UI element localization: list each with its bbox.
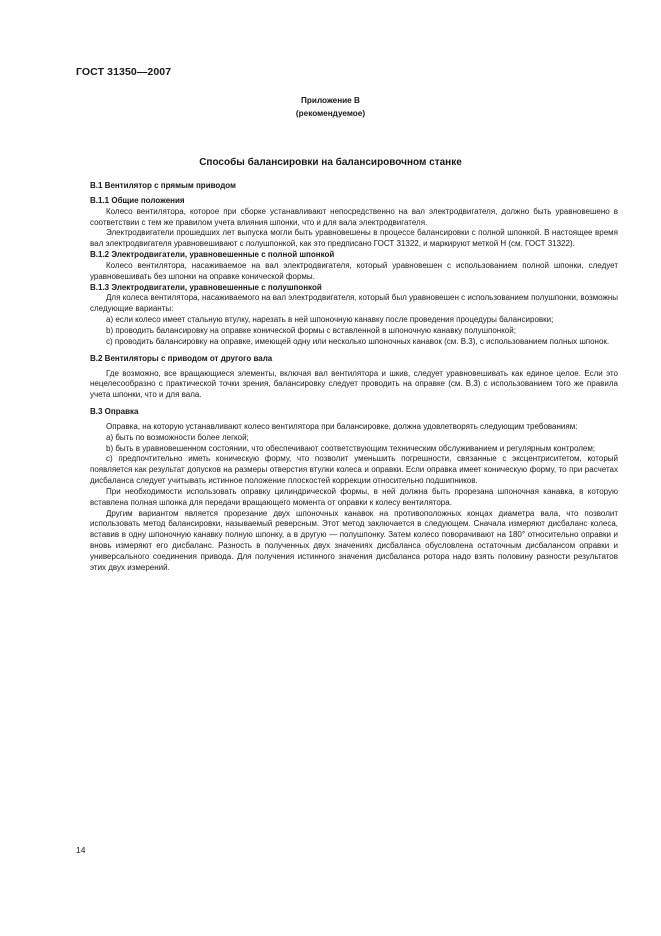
paragraph: Где возможно, все вращающиеся элементы, включая вал вентилятора и шкив, следует уравновешивать как единое целое. Если это нецелесообразно с практической точки зрения, балансировку следует проводить на оправке (см. В.3) с использованием того же правила учета шпонки, что и для вала. bbox=[90, 368, 618, 400]
standard-code: ГОСТ 31350—2007 bbox=[76, 66, 172, 78]
paragraph: Колесо вентилятора, насаживаемое на вал электродвигателя, который уравновешен с использованием полной шпонки, следует уравновешивать без шпонки на оправке конической формы. bbox=[90, 260, 618, 281]
section-heading-b13: В.1.3 Электродвигатели, уравновешенные с полушпонкой bbox=[90, 282, 322, 292]
list-item: с) предпочтительно иметь коническую форму, что позволит уменьшить погрешности, связанные с эксцентриситетом, который появляется как результат допусков на размеры отверстия втулки колеса и оправки. Если оправка имеет коническую форму, то при расчетах дисбаланса следует учитывать истинное положение плоскостей коррекции относительно подшипников. bbox=[90, 454, 618, 486]
paragraph: При необходимости использовать оправку цилиндрической формы, в ней должна быть прорезана шпоночная канавка, в которую вставлена полная шпонка для передачи вращающего момента от оправки к колесу вентилятора. bbox=[90, 486, 618, 507]
section-heading-b1: В.1 Вентилятор с прямым приводом bbox=[90, 181, 236, 190]
annex-title: Приложение В bbox=[301, 96, 360, 105]
page-number: 14 bbox=[76, 845, 86, 855]
document-body bbox=[90, 181, 618, 574]
section-heading-b3: В.3 Оправка bbox=[90, 407, 139, 417]
paragraph: Для колеса вентилятора, насаживаемого на вал электродвигателя, который был уравновешен с использованием полушпонки, возможны следующие варианты: bbox=[90, 293, 618, 314]
paragraph: Колесо вентилятора, которое при сборке устанавливают непосредственно на вал электродвигателя, должно быть уравновешено в соответствии с тем же правилом учета влияния шпонки, что и для вала электродвигателя. bbox=[90, 206, 618, 227]
list-item: с) проводить балансировку на оправке, имеющей одну или несколько шпоночных канавок (см. В.3), с использованием полных шпонок. bbox=[106, 336, 610, 346]
paragraph: Оправка, на которую устанавливают колесо вентилятора при балансировке, должна удовлетворять следующим требованиям: bbox=[106, 421, 578, 431]
annex-status: (рекомендуемое) bbox=[295, 109, 366, 118]
list-item: а) если колесо имеет стальную втулку, нарезать в ней шпоночную канавку после проведения процедуры балансировки; bbox=[106, 315, 554, 325]
section-heading-b12: В.1.2 Электродвигатели, уравновешенные с полной шпонкой bbox=[90, 250, 335, 260]
list-item: b) проводить балансировку на оправке конической формы с вставленной в шпоночную канавку полушпонкой; bbox=[106, 325, 516, 335]
paragraph: Электродвигатели прошедших лет выпуска могли быть уравновешены в процессе балансировки с полной шпонкой. В настоящее время вал электродвигателя уравновешивают с полушпонкой, как это предписано ГОСТ 31322, и маркируют меткой Н (см. ГОСТ 31322). bbox=[90, 228, 618, 249]
section-heading-b11: В.1.1 Общие положения bbox=[90, 195, 185, 205]
main-heading: Способы балансировки на балансировочном станке bbox=[199, 157, 462, 168]
paragraph: Другим вариантом является прорезание двух шпоночных канавок на противоположных концах диаметра вала, что позволит использовать метод балансировки, называемый реверсным. Этот метод заключается в следующем. Сначала измеряют дисбаланс колеса, вставив в одну шпоночную канавку полную шпонку, а в другую — полушпонку. Затем колесо поворачивают на 180° относительно оправки и вновь измеряют его дисбаланс. Разность в полученных двух значениях дисбаланса обусловлена остаточным дисбалансом оправки и универсального соединения привода. Для получения истинного значения дисбаланса ротора надо взять половину разности результатов этих двух измерений. bbox=[90, 508, 618, 572]
section-heading-b2: В.2 Вентиляторы с приводом от другого вала bbox=[90, 353, 273, 363]
list-item: а) быть по возможности более легкой; bbox=[106, 432, 249, 442]
list-item: b) быть в уравновешенном состоянии, что обеспечивают соответствующим техническим обслуживанием и регулярным контролем; bbox=[106, 443, 596, 453]
